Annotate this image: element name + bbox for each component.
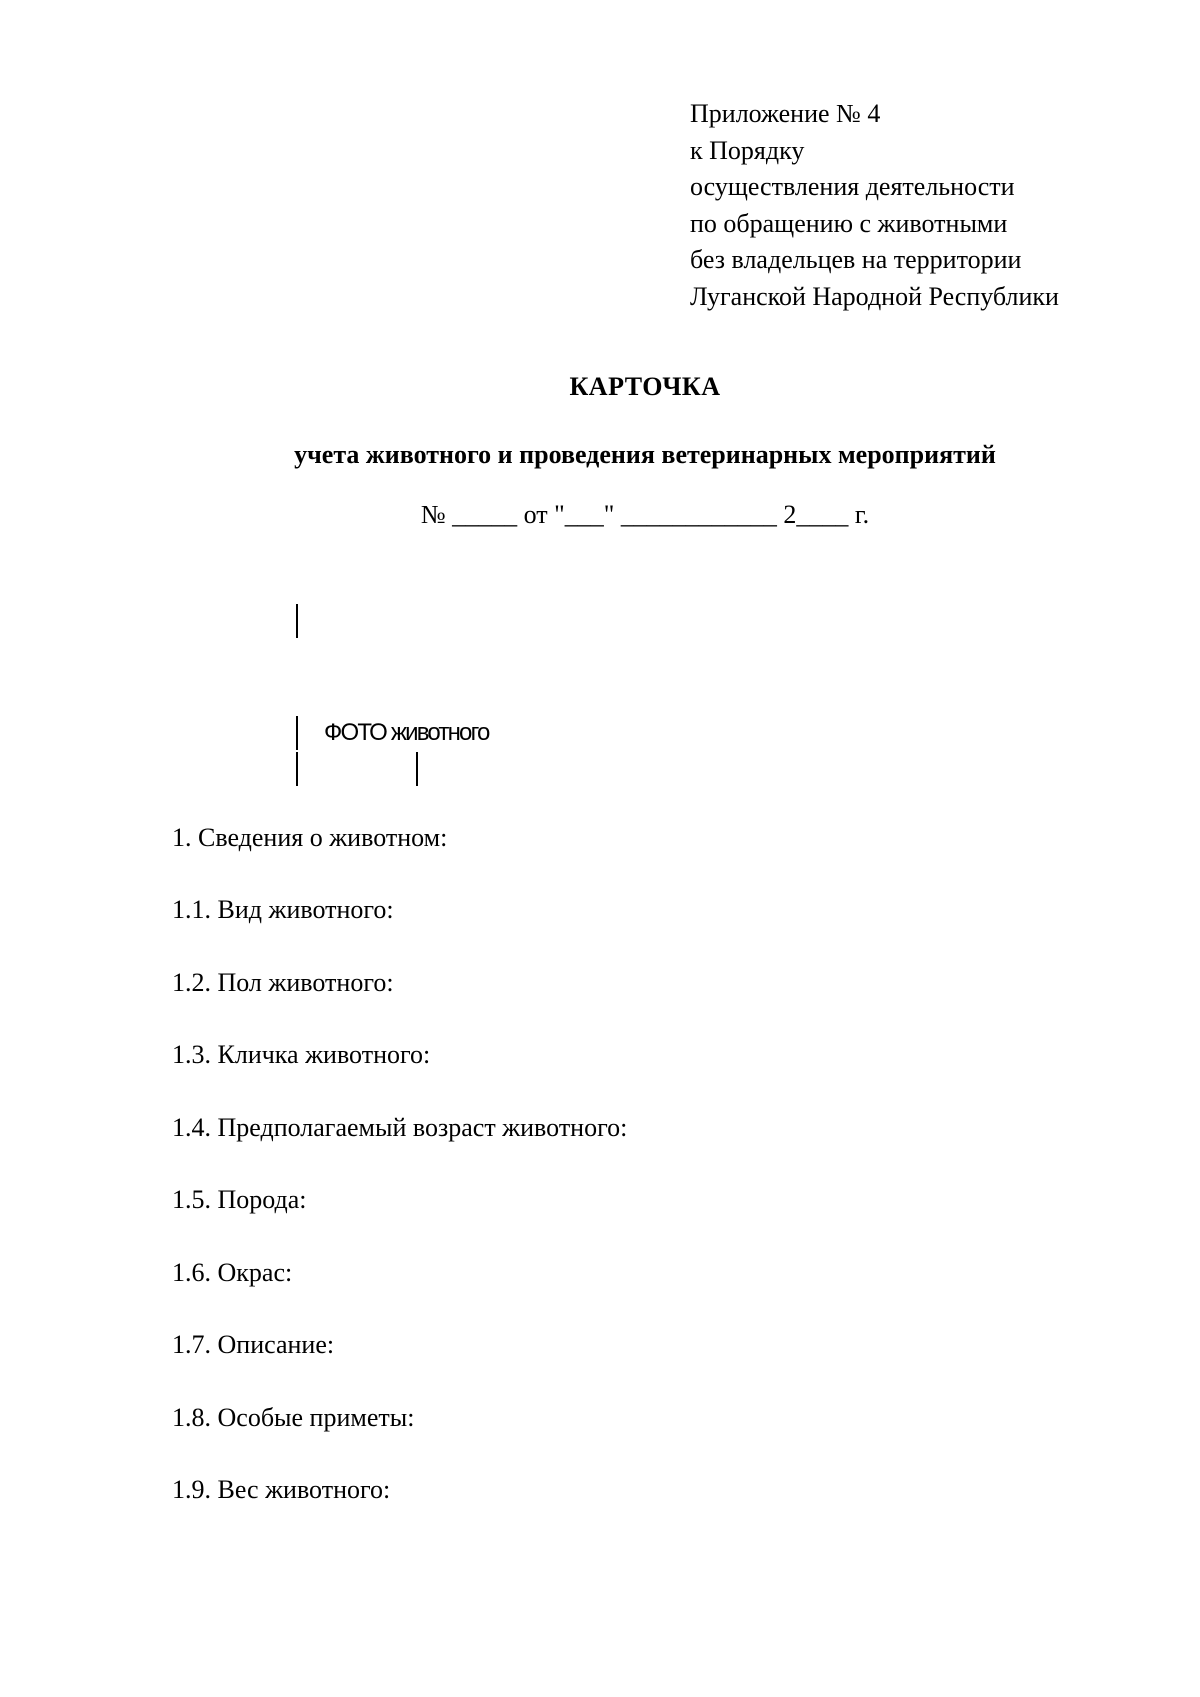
field-description: 1.7. Описание:: [172, 1330, 335, 1359]
frame-line: [296, 716, 298, 750]
field-name: 1.3. Кличка животного:: [172, 1040, 431, 1069]
card-subtitle: учета животного и проведения ветеринарных мероприятий: [294, 440, 996, 469]
appendix-block: [690, 96, 1170, 316]
field-weight: 1.9. Вес животного:: [172, 1475, 391, 1504]
field-species: 1.1. Вид животного:: [172, 895, 394, 924]
appendix-line: без владельцев на территории: [690, 245, 1022, 275]
photo-label: ФОТО животного: [324, 719, 489, 746]
appendix-line: Луганской Народной Республики: [690, 281, 1059, 311]
card-title: КАРТОЧКА: [569, 372, 721, 401]
appendix-line: к Порядку: [690, 135, 805, 165]
field-sex: 1.2. Пол животного:: [172, 968, 394, 997]
appendix-line: осуществления деятельности: [690, 172, 1015, 202]
appendix-line: по обращению с животными: [690, 208, 1008, 238]
section-heading-animal-info: 1. Сведения о животном:: [172, 823, 448, 852]
frame-line: [296, 604, 298, 638]
frame-line: [416, 752, 418, 786]
appendix-line: Приложение № 4: [690, 99, 881, 128]
frame-line: [296, 752, 298, 786]
field-special-marks: 1.8. Особые приметы:: [172, 1403, 415, 1432]
field-color: 1.6. Окрас:: [172, 1258, 293, 1287]
field-breed: 1.5. Порода:: [172, 1185, 307, 1214]
field-estimated-age: 1.4. Предполагаемый возраст животного:: [172, 1113, 628, 1142]
card-number-date-line: № _____ от "___" ____________ 2____ г.: [420, 500, 870, 529]
photo-placeholder: [296, 604, 489, 784]
